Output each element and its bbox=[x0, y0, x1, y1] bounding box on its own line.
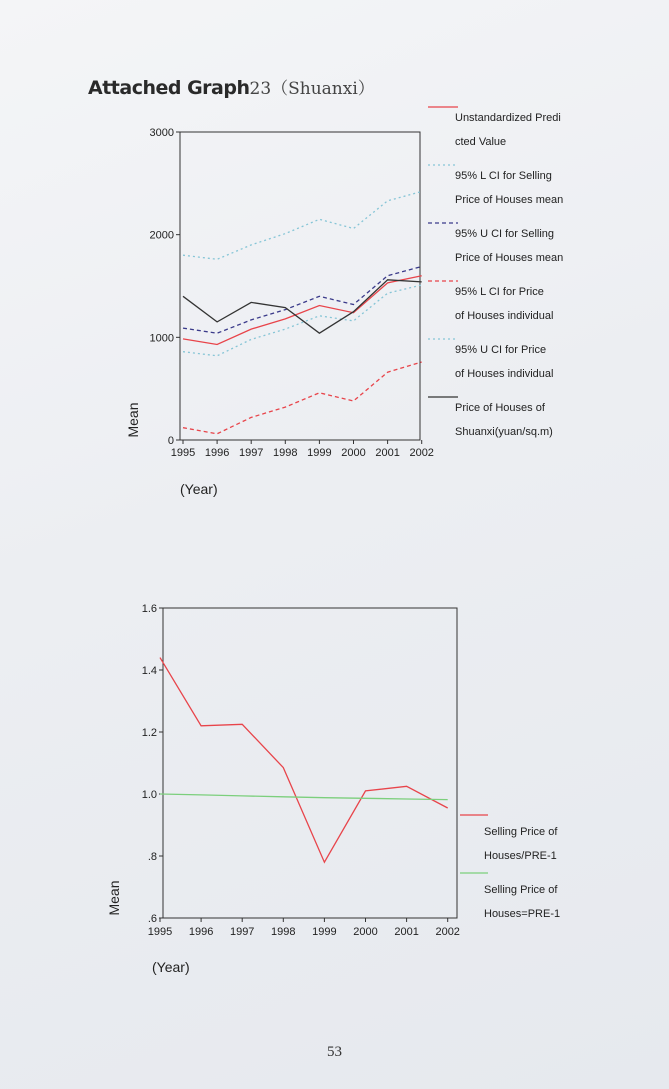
legend-label: Shuanxi(yuan/sq.m) bbox=[455, 426, 553, 438]
x-tick-label: 2002 bbox=[409, 447, 434, 459]
y-tick-label: .6 bbox=[147, 913, 157, 925]
x-tick-label: 1999 bbox=[312, 926, 337, 938]
legend-label: 95% U CI for Price bbox=[455, 344, 547, 356]
heading-suffix: 23（Shuanxi） bbox=[249, 79, 375, 99]
legend-label: Selling Price of bbox=[484, 826, 558, 838]
plot-frame bbox=[163, 608, 457, 918]
x-tick-label: 1998 bbox=[271, 926, 296, 938]
x-tick-label: 1997 bbox=[229, 926, 255, 938]
legend-label: 95% U CI for Selling bbox=[455, 228, 555, 240]
series-line bbox=[160, 794, 448, 800]
y-tick-label: 0 bbox=[167, 435, 174, 447]
x-tick-label: 1995 bbox=[170, 447, 196, 459]
x-tick-label: 2000 bbox=[353, 926, 378, 938]
legend-label: of Houses individual bbox=[455, 310, 554, 322]
x-axis-label: (Year) bbox=[152, 959, 190, 975]
page-number: 53 bbox=[327, 1044, 342, 1060]
x-tick-label: 1997 bbox=[238, 447, 264, 459]
y-tick-label: 1.2 bbox=[141, 727, 157, 739]
heading-main: Attached Graph bbox=[88, 77, 250, 99]
x-tick-label: 1998 bbox=[273, 447, 298, 459]
x-tick-label: 2000 bbox=[341, 447, 366, 459]
legend-label: of Houses individual bbox=[455, 368, 554, 380]
x-tick-label: 1995 bbox=[147, 926, 173, 938]
y-axis-label: Mean bbox=[106, 880, 122, 916]
legend-label: 95% L CI for Selling bbox=[455, 170, 552, 182]
x-tick-label: 2001 bbox=[394, 926, 419, 938]
legend-label: Selling Price of bbox=[484, 884, 558, 896]
y-tick-label: .8 bbox=[147, 851, 157, 863]
x-tick-label: 2002 bbox=[435, 926, 460, 938]
x-tick-label: 1996 bbox=[204, 447, 230, 459]
y-tick-label: 1.6 bbox=[141, 603, 157, 615]
legend-label: Houses=PRE-1 bbox=[484, 908, 561, 920]
y-axis-label: Mean bbox=[125, 402, 141, 438]
series-line bbox=[160, 658, 448, 863]
x-axis-label: (Year) bbox=[180, 481, 218, 497]
legend-label: cted Value bbox=[455, 136, 507, 148]
legend-label: Houses/PRE-1 bbox=[484, 850, 557, 862]
legend-label: Price of Houses mean bbox=[455, 252, 564, 264]
y-tick-label: 1.4 bbox=[141, 665, 157, 677]
legend-label: Price of Houses mean bbox=[455, 194, 564, 206]
x-tick-label: 1996 bbox=[188, 926, 214, 938]
y-tick-label: 3000 bbox=[149, 127, 174, 139]
x-tick-label: 1999 bbox=[307, 447, 332, 459]
y-tick-label: 1.0 bbox=[141, 789, 157, 801]
y-tick-label: 1000 bbox=[149, 332, 174, 345]
legend-label: Unstandardized Predi bbox=[455, 112, 561, 124]
legend-label: Price of Houses of bbox=[455, 402, 545, 414]
x-tick-label: 2001 bbox=[375, 447, 400, 459]
legend-label: 95% L CI for Price bbox=[455, 286, 544, 298]
y-tick-label: 2000 bbox=[149, 229, 174, 242]
